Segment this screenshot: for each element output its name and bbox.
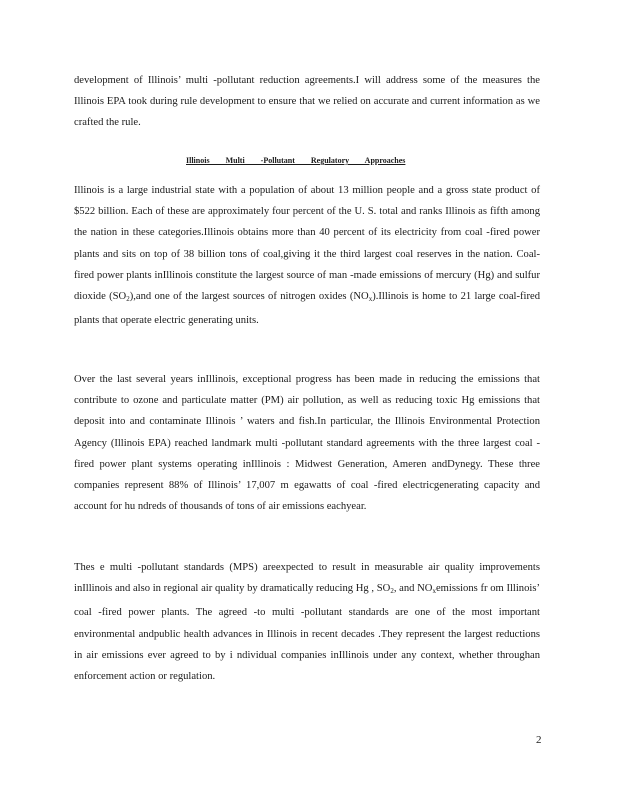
paragraph-text: Thes e multi -pollutant standards (MPS) areexpected to result in measurable air quality improvements inIllinois and also in regional air quality by dramatically reducing Hg , SO xyxy=(74,562,540,595)
paragraph-text: emissions fr om Illinois’ coal -fired power plants. The agreed -to multi -pollutant standards are one of the most important environmental andpublic health advances in Illinois in recent decades .They represent the largest reductions in air emissions ever agreed to by i ndividual companies inIllinois under any context, whether throughan enforcement action or regulation. xyxy=(74,583,540,683)
paragraph-standards xyxy=(74,557,540,687)
page-number: 2 xyxy=(536,734,542,746)
subscript: x xyxy=(432,587,436,596)
intro-paragraph: development of Illinois’ multi -pollutant reduction agreements.I will address some of the measures the Illinois EPA took during rule development to ensure that we relied on accurate and current information as we crafted the rule. xyxy=(74,75,540,129)
section-heading: Illinois Multi -Pollutant Regulatory Approaches xyxy=(186,156,406,165)
subscript: 2 xyxy=(390,587,394,596)
subscript: x xyxy=(368,295,373,304)
paragraph-text: Illinois is a large industrial state with a population of about 13 million people and a gross state product of $522 billion. Each of these are approximately four percent of the U. S. total and ranks Illinois as fifth among the nation in these categories.Illinois obtains more than 40 percent of its electricity from coal -fired power plants and sits on top of 38 billion tons of coal,giving it the third largest coal reserves in the nation. Coal- fired power plants inIllinois constitute the largest source of man -made emissions of mercury (Hg) and sulfur dioxide (SO xyxy=(74,185,540,303)
subscript: 2 xyxy=(126,295,130,304)
paragraph-illinois-overview xyxy=(74,180,540,331)
paragraph-progress: Over the last several years inIllinois, exceptional progress has been made in reducing the emissions that contribute to ozone and particulate matter (PM) air pollution, as well as reducing toxic Hg emissions that deposit into and contaminate Illinois ’ waters and fish.In particular, the Illinois Environmental Protection Agency (Illinois EPA) reached landmark multi -pollutant standard agreements with the three largest coal - fired power plant systems operating inIllinois : Midwest Generation, Ameren andDynegy. These three companies represent 88% of Illinois’ 17,007 m egawatts of coal -fired electricgenerating capacity and account for hu ndreds of thousands of tons of air emissions eachyear. xyxy=(74,374,540,513)
paragraph-text: , and NO xyxy=(393,583,433,595)
paragraph-text: ),and one of the largest sources of nitrogen oxides (NO xyxy=(129,291,369,303)
paragraph-text: ).Illinois is home to 21 large coal-fired plants that operate electric generating units. xyxy=(74,291,541,327)
